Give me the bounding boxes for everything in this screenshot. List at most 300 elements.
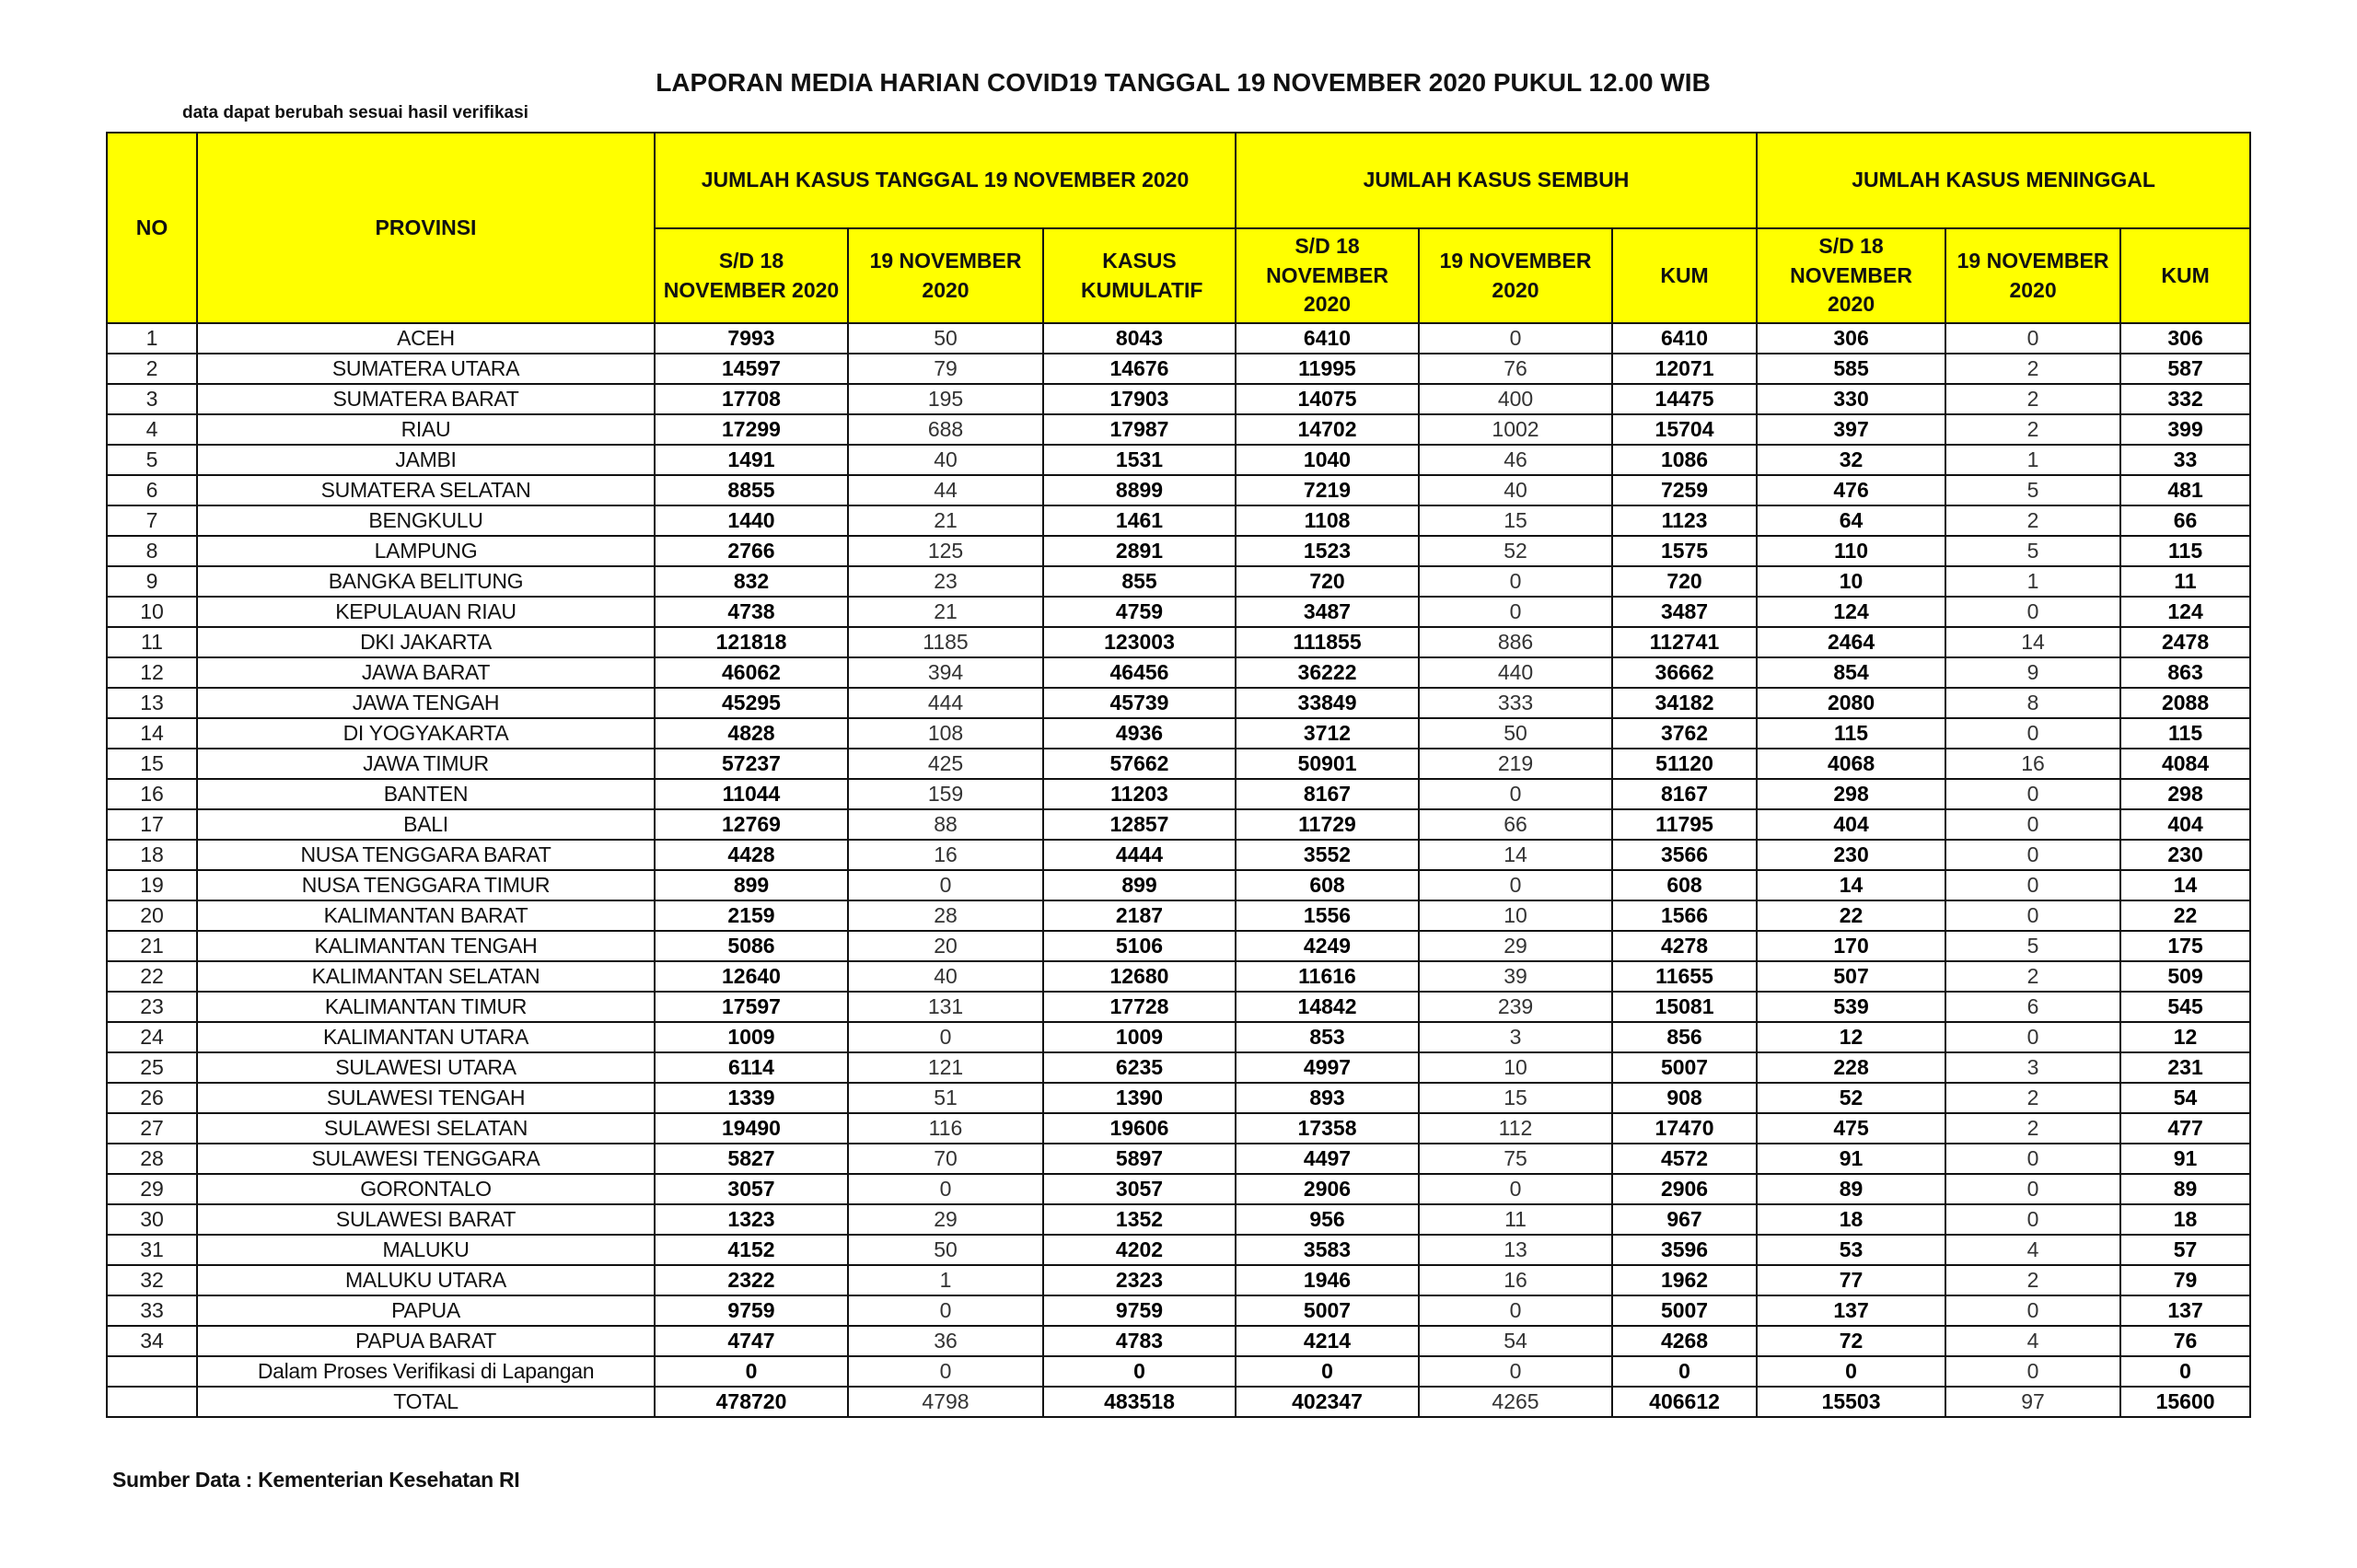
cell-sembuh-19: 0 [1419,1356,1612,1387]
table-row [107,1235,2250,1265]
cell-kasus-19: 1185 [848,627,1043,657]
cell-kasus-sd18: 17299 [655,414,848,445]
cell-meninggal-kum: 12 [2120,1022,2250,1052]
cell-sembuh-kum: 3596 [1612,1235,1757,1265]
header-meninggal-sd18: S/D 18 NOVEMBER 2020 [1757,228,1945,323]
table-row [107,384,2250,414]
cell-meninggal-sd18: 53 [1757,1235,1945,1265]
row-number: 29 [107,1174,197,1204]
row-number [107,1387,197,1417]
cell-sembuh-kum: 12071 [1612,354,1757,384]
cell-kasus-kumulatif: 8043 [1043,323,1236,354]
cell-sembuh-19: 219 [1419,749,1612,779]
table-row [107,1083,2250,1113]
row-number: 5 [107,445,197,475]
cell-kasus-sd18: 2159 [655,900,848,931]
cell-kasus-sd18: 46062 [655,657,848,688]
cell-meninggal-kum: 33 [2120,445,2250,475]
cell-meninggal-sd18: 77 [1757,1265,1945,1295]
table-row [107,354,2250,384]
cell-sembuh-sd18: 402347 [1236,1387,1419,1417]
cell-kasus-sd18: 8855 [655,475,848,505]
row-number: 14 [107,718,197,749]
cell-sembuh-19: 0 [1419,779,1612,809]
province-name: BANGKA BELITUNG [197,566,655,597]
cell-sembuh-kum: 11655 [1612,961,1757,992]
row-number: 10 [107,597,197,627]
cell-sembuh-kum: 14475 [1612,384,1757,414]
cell-sembuh-19: 1002 [1419,414,1612,445]
cell-meninggal-19: 14 [1945,627,2120,657]
row-number: 6 [107,475,197,505]
cell-kasus-kumulatif: 9759 [1043,1295,1236,1326]
cell-sembuh-kum: 3487 [1612,597,1757,627]
cell-kasus-sd18: 3057 [655,1174,848,1204]
cell-meninggal-19: 4 [1945,1235,2120,1265]
cell-kasus-19: 88 [848,809,1043,840]
cell-meninggal-19: 3 [1945,1052,2120,1083]
row-number: 26 [107,1083,197,1113]
table-row [107,749,2250,779]
cell-sembuh-sd18: 4249 [1236,931,1419,961]
cell-sembuh-kum: 3566 [1612,840,1757,870]
cell-meninggal-19: 97 [1945,1387,2120,1417]
table-row [107,1326,2250,1356]
province-name: DKI JAKARTA [197,627,655,657]
cell-kasus-19: 70 [848,1144,1043,1174]
province-name: TOTAL [197,1387,655,1417]
cell-meninggal-kum: 79 [2120,1265,2250,1295]
cell-kasus-19: 159 [848,779,1043,809]
cell-kasus-19: 688 [848,414,1043,445]
row-number: 17 [107,809,197,840]
cell-sembuh-19: 10 [1419,1052,1612,1083]
cell-sembuh-19: 16 [1419,1265,1612,1295]
row-number: 27 [107,1113,197,1144]
cell-meninggal-kum: 57 [2120,1235,2250,1265]
cell-meninggal-19: 2 [1945,354,2120,384]
cell-meninggal-kum: 124 [2120,597,2250,627]
header-kasus-19: 19 NOVEMBER 2020 [848,228,1043,323]
cell-kasus-19: 0 [848,1356,1043,1387]
cell-meninggal-kum: 175 [2120,931,2250,961]
table-body [107,323,2250,1417]
cell-meninggal-19: 0 [1945,1174,2120,1204]
row-number: 15 [107,749,197,779]
cell-meninggal-kum: 18 [2120,1204,2250,1235]
cell-kasus-sd18: 1339 [655,1083,848,1113]
cell-meninggal-kum: 115 [2120,718,2250,749]
province-name: SULAWESI SELATAN [197,1113,655,1144]
cell-meninggal-kum: 231 [2120,1052,2250,1083]
cell-kasus-19: 20 [848,931,1043,961]
cell-meninggal-sd18: 230 [1757,840,1945,870]
province-name: KALIMANTAN SELATAN [197,961,655,992]
province-name: KALIMANTAN UTARA [197,1022,655,1052]
province-name: JAMBI [197,445,655,475]
cell-meninggal-sd18: 72 [1757,1326,1945,1356]
cell-meninggal-sd18: 306 [1757,323,1945,354]
row-number: 8 [107,536,197,566]
province-name: Dalam Proses Verifikasi di Lapangan [197,1356,655,1387]
table-row [107,536,2250,566]
province-name: BALI [197,809,655,840]
cell-sembuh-sd18: 8167 [1236,779,1419,809]
cell-meninggal-19: 0 [1945,900,2120,931]
table-row [107,870,2250,900]
cell-meninggal-19: 8 [1945,688,2120,718]
cell-sembuh-kum: 11795 [1612,809,1757,840]
cell-sembuh-kum: 608 [1612,870,1757,900]
province-name: BANTEN [197,779,655,809]
province-name: RIAU [197,414,655,445]
cell-meninggal-19: 9 [1945,657,2120,688]
cell-meninggal-19: 2 [1945,1265,2120,1295]
cell-sembuh-19: 39 [1419,961,1612,992]
cell-kasus-kumulatif: 12857 [1043,809,1236,840]
cell-kasus-kumulatif: 2323 [1043,1265,1236,1295]
cell-sembuh-sd18: 3712 [1236,718,1419,749]
header-meninggal-kum: KUM [2120,228,2250,323]
cell-kasus-19: 195 [848,384,1043,414]
table-row [107,840,2250,870]
cell-kasus-sd18: 7993 [655,323,848,354]
cell-meninggal-19: 2 [1945,1113,2120,1144]
cell-meninggal-19: 1 [1945,566,2120,597]
cell-meninggal-19: 0 [1945,840,2120,870]
header-kasus-sd18: S/D 18 NOVEMBER 2020 [655,228,848,323]
cell-kasus-sd18: 17708 [655,384,848,414]
row-number: 32 [107,1265,197,1295]
cell-kasus-19: 28 [848,900,1043,931]
cell-sembuh-sd18: 4497 [1236,1144,1419,1174]
cell-sembuh-kum: 4268 [1612,1326,1757,1356]
cell-meninggal-sd18: 115 [1757,718,1945,749]
cell-meninggal-sd18: 0 [1757,1356,1945,1387]
cell-kasus-sd18: 1440 [655,505,848,536]
cell-sembuh-kum: 967 [1612,1204,1757,1235]
cell-sembuh-kum: 3762 [1612,718,1757,749]
cell-sembuh-sd18: 17358 [1236,1113,1419,1144]
cell-meninggal-19: 5 [1945,475,2120,505]
province-name: ACEH [197,323,655,354]
cell-kasus-sd18: 4428 [655,840,848,870]
cell-meninggal-kum: 545 [2120,992,2250,1022]
cell-kasus-kumulatif: 123003 [1043,627,1236,657]
cell-meninggal-19: 0 [1945,809,2120,840]
row-number: 22 [107,961,197,992]
province-name: PAPUA BARAT [197,1326,655,1356]
report-title: LAPORAN MEDIA HARIAN COVID19 TANGGAL 19 NOVEMBER 2020 PUKUL 12.00 WIB [656,68,1711,97]
table-row [107,627,2250,657]
cell-sembuh-kum: 908 [1612,1083,1757,1113]
cell-kasus-sd18: 17597 [655,992,848,1022]
cell-kasus-19: 21 [848,505,1043,536]
table-row [107,445,2250,475]
cell-meninggal-kum: 11 [2120,566,2250,597]
cell-kasus-kumulatif: 0 [1043,1356,1236,1387]
cell-sembuh-19: 440 [1419,657,1612,688]
table-row [107,1174,2250,1204]
cell-kasus-19: 125 [848,536,1043,566]
cell-meninggal-kum: 306 [2120,323,2250,354]
cell-meninggal-19: 2 [1945,414,2120,445]
cell-sembuh-19: 40 [1419,475,1612,505]
source-footer: Sumber Data : Kementerian Kesehatan RI [112,1468,520,1492]
cell-sembuh-sd18: 1946 [1236,1265,1419,1295]
cell-kasus-kumulatif: 483518 [1043,1387,1236,1417]
cell-kasus-19: 16 [848,840,1043,870]
cell-kasus-sd18: 12640 [655,961,848,992]
cell-kasus-sd18: 14597 [655,354,848,384]
cell-kasus-sd18: 6114 [655,1052,848,1083]
cell-kasus-sd18: 4152 [655,1235,848,1265]
cell-sembuh-sd18: 1556 [1236,900,1419,931]
row-number: 21 [107,931,197,961]
province-name: DI YOGYAKARTA [197,718,655,749]
cell-kasus-kumulatif: 1352 [1043,1204,1236,1235]
cell-kasus-kumulatif: 1390 [1043,1083,1236,1113]
row-number: 24 [107,1022,197,1052]
cell-meninggal-kum: 332 [2120,384,2250,414]
cell-kasus-kumulatif: 17987 [1043,414,1236,445]
cell-meninggal-19: 0 [1945,1356,2120,1387]
cell-meninggal-kum: 2478 [2120,627,2250,657]
cell-kasus-kumulatif: 57662 [1043,749,1236,779]
cell-sembuh-sd18: 2906 [1236,1174,1419,1204]
row-number: 25 [107,1052,197,1083]
table-row [107,657,2250,688]
table-row [107,688,2250,718]
cell-sembuh-sd18: 3552 [1236,840,1419,870]
row-number: 33 [107,1295,197,1326]
cell-sembuh-sd18: 5007 [1236,1295,1419,1326]
cell-meninggal-sd18: 475 [1757,1113,1945,1144]
cell-kasus-kumulatif: 1009 [1043,1022,1236,1052]
row-number: 4 [107,414,197,445]
row-number: 1 [107,323,197,354]
cell-sembuh-sd18: 1108 [1236,505,1419,536]
cell-meninggal-sd18: 4068 [1757,749,1945,779]
cell-kasus-sd18: 899 [655,870,848,900]
row-number: 31 [107,1235,197,1265]
cell-kasus-kumulatif: 855 [1043,566,1236,597]
cell-kasus-kumulatif: 19606 [1043,1113,1236,1144]
covid-report-table [106,132,2251,1418]
cell-sembuh-19: 239 [1419,992,1612,1022]
cell-kasus-sd18: 5827 [655,1144,848,1174]
cell-sembuh-sd18: 36222 [1236,657,1419,688]
cell-sembuh-sd18: 4997 [1236,1052,1419,1083]
cell-meninggal-kum: 54 [2120,1083,2250,1113]
row-number: 23 [107,992,197,1022]
cell-sembuh-sd18: 7219 [1236,475,1419,505]
header-sembuh-19: 19 NOVEMBER 2020 [1419,228,1612,323]
cell-sembuh-sd18: 0 [1236,1356,1419,1387]
cell-kasus-kumulatif: 46456 [1043,657,1236,688]
cell-meninggal-sd18: 2080 [1757,688,1945,718]
cell-kasus-19: 29 [848,1204,1043,1235]
cell-sembuh-kum: 15081 [1612,992,1757,1022]
cell-kasus-kumulatif: 5106 [1043,931,1236,961]
cell-meninggal-19: 0 [1945,597,2120,627]
province-name: KEPULAUAN RIAU [197,597,655,627]
cell-meninggal-kum: 22 [2120,900,2250,931]
cell-meninggal-19: 16 [1945,749,2120,779]
cell-sembuh-kum: 7259 [1612,475,1757,505]
verification-row [107,1356,2250,1387]
cell-meninggal-sd18: 14 [1757,870,1945,900]
cell-kasus-kumulatif: 17903 [1043,384,1236,414]
cell-meninggal-19: 2 [1945,961,2120,992]
table-row [107,931,2250,961]
cell-sembuh-sd18: 1523 [1236,536,1419,566]
cell-sembuh-kum: 112741 [1612,627,1757,657]
cell-sembuh-sd18: 11729 [1236,809,1419,840]
header-sembuh-sd18: S/D 18 NOVEMBER 2020 [1236,228,1419,323]
cell-meninggal-19: 0 [1945,323,2120,354]
cell-kasus-19: 21 [848,597,1043,627]
cell-sembuh-19: 46 [1419,445,1612,475]
cell-meninggal-kum: 66 [2120,505,2250,536]
header-row-groups [107,133,2250,228]
cell-meninggal-kum: 76 [2120,1326,2250,1356]
cell-meninggal-kum: 4084 [2120,749,2250,779]
table-row [107,1144,2250,1174]
cell-sembuh-19: 0 [1419,1174,1612,1204]
cell-kasus-kumulatif: 8899 [1043,475,1236,505]
cell-kasus-kumulatif: 1461 [1043,505,1236,536]
row-number: 28 [107,1144,197,1174]
cell-kasus-sd18: 4828 [655,718,848,749]
cell-kasus-19: 44 [848,475,1043,505]
cell-kasus-sd18: 4738 [655,597,848,627]
table-row [107,809,2250,840]
cell-kasus-19: 0 [848,1295,1043,1326]
cell-sembuh-sd18: 853 [1236,1022,1419,1052]
cell-sembuh-kum: 17470 [1612,1113,1757,1144]
cell-sembuh-kum: 406612 [1612,1387,1757,1417]
cell-sembuh-19: 10 [1419,900,1612,931]
cell-sembuh-sd18: 6410 [1236,323,1419,354]
cell-meninggal-kum: 399 [2120,414,2250,445]
row-number: 34 [107,1326,197,1356]
cell-meninggal-19: 0 [1945,779,2120,809]
cell-kasus-19: 36 [848,1326,1043,1356]
cell-kasus-19: 40 [848,961,1043,992]
total-row [107,1387,2250,1417]
cell-sembuh-sd18: 11616 [1236,961,1419,992]
cell-kasus-sd18: 121818 [655,627,848,657]
cell-meninggal-sd18: 18 [1757,1204,1945,1235]
cell-sembuh-sd18: 11995 [1236,354,1419,384]
header-group-sembuh: JUMLAH KASUS SEMBUH [1236,133,1757,228]
cell-sembuh-sd18: 111855 [1236,627,1419,657]
cell-sembuh-kum: 2906 [1612,1174,1757,1204]
cell-meninggal-sd18: 404 [1757,809,1945,840]
cell-meninggal-sd18: 124 [1757,597,1945,627]
cell-kasus-kumulatif: 17728 [1043,992,1236,1022]
cell-kasus-19: 116 [848,1113,1043,1144]
header-sembuh-kum: KUM [1612,228,1757,323]
cell-meninggal-sd18: 585 [1757,354,1945,384]
cell-meninggal-sd18: 91 [1757,1144,1945,1174]
cell-sembuh-19: 54 [1419,1326,1612,1356]
cell-kasus-sd18: 1323 [655,1204,848,1235]
cell-meninggal-sd18: 10 [1757,566,1945,597]
cell-meninggal-19: 0 [1945,1295,2120,1326]
cell-sembuh-19: 0 [1419,597,1612,627]
cell-meninggal-sd18: 2464 [1757,627,1945,657]
province-name: JAWA TENGAH [197,688,655,718]
cell-kasus-19: 121 [848,1052,1043,1083]
cell-sembuh-19: 400 [1419,384,1612,414]
cell-sembuh-sd18: 33849 [1236,688,1419,718]
cell-meninggal-19: 5 [1945,536,2120,566]
cell-kasus-sd18: 4747 [655,1326,848,1356]
cell-kasus-sd18: 1009 [655,1022,848,1052]
cell-meninggal-kum: 587 [2120,354,2250,384]
cell-meninggal-kum: 481 [2120,475,2250,505]
cell-sembuh-19: 15 [1419,1083,1612,1113]
cell-meninggal-sd18: 64 [1757,505,1945,536]
province-name: MALUKU [197,1235,655,1265]
cell-kasus-kumulatif: 1531 [1043,445,1236,475]
row-number: 19 [107,870,197,900]
cell-kasus-19: 51 [848,1083,1043,1113]
cell-sembuh-kum: 5007 [1612,1052,1757,1083]
cell-meninggal-kum: 115 [2120,536,2250,566]
cell-sembuh-kum: 5007 [1612,1295,1757,1326]
cell-sembuh-sd18: 14702 [1236,414,1419,445]
cell-sembuh-sd18: 893 [1236,1083,1419,1113]
cell-sembuh-19: 66 [1419,809,1612,840]
province-name: BENGKULU [197,505,655,536]
province-name: SUMATERA SELATAN [197,475,655,505]
row-number: 2 [107,354,197,384]
cell-meninggal-kum: 2088 [2120,688,2250,718]
cell-sembuh-sd18: 14075 [1236,384,1419,414]
cell-meninggal-sd18: 298 [1757,779,1945,809]
cell-kasus-19: 0 [848,1022,1043,1052]
row-number: 20 [107,900,197,931]
cell-kasus-19: 394 [848,657,1043,688]
table-row [107,779,2250,809]
header-meninggal-19: 19 NOVEMBER 2020 [1945,228,2120,323]
cell-meninggal-sd18: 397 [1757,414,1945,445]
cell-kasus-kumulatif: 14676 [1043,354,1236,384]
cell-sembuh-kum: 51120 [1612,749,1757,779]
cell-meninggal-kum: 509 [2120,961,2250,992]
cell-sembuh-19: 75 [1419,1144,1612,1174]
cell-sembuh-kum: 15704 [1612,414,1757,445]
cell-sembuh-sd18: 608 [1236,870,1419,900]
province-name: LAMPUNG [197,536,655,566]
province-name: JAWA TIMUR [197,749,655,779]
header-group-kasus: JUMLAH KASUS TANGGAL 19 NOVEMBER 2020 [655,133,1236,228]
table-row [107,1022,2250,1052]
row-number: 11 [107,627,197,657]
table-row [107,1113,2250,1144]
row-number: 16 [107,779,197,809]
cell-meninggal-19: 0 [1945,1144,2120,1174]
cell-meninggal-sd18: 15503 [1757,1387,1945,1417]
cell-meninggal-kum: 0 [2120,1356,2250,1387]
cell-kasus-19: 1 [848,1265,1043,1295]
table-row [107,505,2250,536]
row-number: 3 [107,384,197,414]
cell-meninggal-kum: 14 [2120,870,2250,900]
